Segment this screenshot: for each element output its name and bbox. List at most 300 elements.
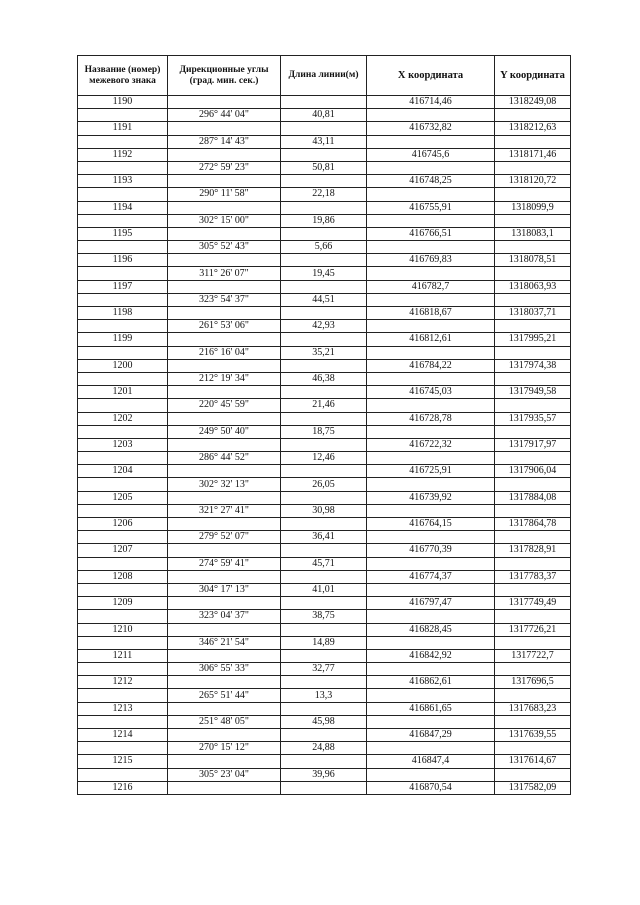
empty-cell [78, 188, 168, 201]
line-length-cell: 22,18 [281, 188, 367, 201]
empty-cell [78, 478, 168, 491]
empty-cell [367, 768, 495, 781]
empty-cell [281, 280, 367, 293]
direction-angle-cell: 216° 16' 04" [168, 346, 281, 359]
point-row [78, 333, 571, 346]
empty-cell [281, 96, 367, 109]
x-coordinate-cell: 416755,91 [367, 201, 495, 214]
segment-row [78, 372, 571, 385]
empty-cell [495, 610, 571, 623]
line-length-cell: 5,66 [281, 241, 367, 254]
x-coordinate-cell: 416739,92 [367, 491, 495, 504]
line-length-cell: 38,75 [281, 610, 367, 623]
empty-cell [281, 386, 367, 399]
y-coordinate-cell: 1317917,97 [495, 438, 571, 451]
empty-cell [495, 715, 571, 728]
y-coordinate-cell: 1317582,09 [495, 781, 571, 794]
empty-cell [281, 649, 367, 662]
empty-cell [78, 135, 168, 148]
empty-cell [367, 346, 495, 359]
point-name-cell: 1199 [78, 333, 168, 346]
segment-row [78, 742, 571, 755]
line-length-cell: 50,81 [281, 161, 367, 174]
empty-cell [281, 544, 367, 557]
point-row [78, 254, 571, 267]
point-row [78, 96, 571, 109]
point-name-cell: 1203 [78, 438, 168, 451]
line-length-cell: 40,81 [281, 109, 367, 122]
segment-row [78, 689, 571, 702]
x-coordinate-cell: 416728,78 [367, 412, 495, 425]
line-length-cell: 35,21 [281, 346, 367, 359]
point-name-cell: 1213 [78, 702, 168, 715]
y-coordinate-cell: 1317614,67 [495, 755, 571, 768]
empty-cell [168, 702, 281, 715]
y-coordinate-cell: 1317864,78 [495, 518, 571, 531]
y-coordinate-cell: 1317749,49 [495, 597, 571, 610]
y-coordinate-cell: 1317783,37 [495, 570, 571, 583]
direction-angle-cell: 305° 52' 43" [168, 241, 281, 254]
empty-cell [367, 742, 495, 755]
point-row [78, 729, 571, 742]
segment-row [78, 214, 571, 227]
point-row [78, 465, 571, 478]
point-name-cell: 1208 [78, 570, 168, 583]
header-y: Y координата [495, 56, 571, 96]
line-length-cell: 19,45 [281, 267, 367, 280]
empty-cell [168, 597, 281, 610]
empty-cell [168, 676, 281, 689]
empty-cell [281, 175, 367, 188]
y-coordinate-cell: 1317974,38 [495, 359, 571, 372]
empty-cell [281, 755, 367, 768]
line-length-cell: 13,3 [281, 689, 367, 702]
point-row [78, 781, 571, 794]
empty-cell [78, 161, 168, 174]
point-name-cell: 1207 [78, 544, 168, 557]
empty-cell [367, 610, 495, 623]
y-coordinate-cell: 1318078,51 [495, 254, 571, 267]
segment-row [78, 452, 571, 465]
empty-cell [495, 267, 571, 280]
direction-angle-cell: 323° 54' 37" [168, 293, 281, 306]
empty-cell [495, 135, 571, 148]
empty-cell [495, 583, 571, 596]
empty-cell [78, 109, 168, 122]
y-coordinate-cell: 1318120,72 [495, 175, 571, 188]
empty-cell [367, 663, 495, 676]
point-row [78, 201, 571, 214]
line-length-cell: 12,46 [281, 452, 367, 465]
point-name-cell: 1205 [78, 491, 168, 504]
line-length-cell: 43,11 [281, 135, 367, 148]
empty-cell [495, 452, 571, 465]
empty-cell [495, 425, 571, 438]
y-coordinate-cell: 1318212,63 [495, 122, 571, 135]
empty-cell [495, 241, 571, 254]
x-coordinate-cell: 416870,54 [367, 781, 495, 794]
empty-cell [168, 729, 281, 742]
point-row [78, 438, 571, 451]
empty-cell [495, 214, 571, 227]
segment-row [78, 320, 571, 333]
point-name-cell: 1190 [78, 96, 168, 109]
point-name-cell: 1200 [78, 359, 168, 372]
line-length-cell: 45,71 [281, 557, 367, 570]
empty-cell [168, 623, 281, 636]
segment-row [78, 583, 571, 596]
direction-angle-cell: 346° 21' 54" [168, 636, 281, 649]
y-coordinate-cell: 1317722,7 [495, 649, 571, 662]
empty-cell [78, 293, 168, 306]
empty-cell [168, 438, 281, 451]
point-name-cell: 1202 [78, 412, 168, 425]
point-name-cell: 1194 [78, 201, 168, 214]
x-coordinate-cell: 416774,37 [367, 570, 495, 583]
empty-cell [168, 755, 281, 768]
point-row [78, 412, 571, 425]
line-length-cell: 46,38 [281, 372, 367, 385]
line-length-cell: 26,05 [281, 478, 367, 491]
segment-row [78, 135, 571, 148]
direction-angle-cell: 323° 04' 37" [168, 610, 281, 623]
line-length-cell: 14,89 [281, 636, 367, 649]
empty-cell [78, 636, 168, 649]
line-length-cell: 45,98 [281, 715, 367, 728]
empty-cell [495, 188, 571, 201]
empty-cell [495, 109, 571, 122]
y-coordinate-cell: 1317828,91 [495, 544, 571, 557]
segment-row [78, 768, 571, 781]
line-length-cell: 30,98 [281, 504, 367, 517]
point-name-cell: 1191 [78, 122, 168, 135]
x-coordinate-cell: 416782,7 [367, 280, 495, 293]
empty-cell [78, 504, 168, 517]
empty-cell [281, 438, 367, 451]
point-name-cell: 1197 [78, 280, 168, 293]
empty-cell [495, 557, 571, 570]
segment-row [78, 610, 571, 623]
empty-cell [281, 148, 367, 161]
direction-angle-cell: 270° 15' 12" [168, 742, 281, 755]
empty-cell [168, 96, 281, 109]
line-length-cell: 32,77 [281, 663, 367, 676]
y-coordinate-cell: 1317639,55 [495, 729, 571, 742]
direction-angle-cell: 261° 53' 06" [168, 320, 281, 333]
y-coordinate-cell: 1318249,08 [495, 96, 571, 109]
empty-cell [168, 649, 281, 662]
direction-angle-cell: 302° 32' 13" [168, 478, 281, 491]
empty-cell [168, 518, 281, 531]
empty-cell [495, 689, 571, 702]
segment-row [78, 241, 571, 254]
empty-cell [168, 359, 281, 372]
empty-cell [281, 201, 367, 214]
empty-cell [78, 346, 168, 359]
point-name-cell: 1193 [78, 175, 168, 188]
empty-cell [495, 531, 571, 544]
line-length-cell: 18,75 [281, 425, 367, 438]
header-length: Длина линии(м) [281, 56, 367, 96]
segment-row [78, 293, 571, 306]
point-name-cell: 1211 [78, 649, 168, 662]
y-coordinate-cell: 1317949,58 [495, 386, 571, 399]
line-length-cell: 19,86 [281, 214, 367, 227]
direction-angle-cell: 251° 48' 05" [168, 715, 281, 728]
point-row [78, 148, 571, 161]
y-coordinate-cell: 1318083,1 [495, 227, 571, 240]
direction-angle-cell: 290° 11' 58" [168, 188, 281, 201]
empty-cell [367, 372, 495, 385]
segment-row [78, 399, 571, 412]
empty-cell [281, 702, 367, 715]
empty-cell [367, 109, 495, 122]
point-row [78, 597, 571, 610]
point-name-cell: 1195 [78, 227, 168, 240]
empty-cell [168, 412, 281, 425]
direction-angle-cell: 220° 45' 59" [168, 399, 281, 412]
empty-cell [281, 491, 367, 504]
x-coordinate-cell: 416812,61 [367, 333, 495, 346]
empty-cell [281, 570, 367, 583]
point-name-cell: 1214 [78, 729, 168, 742]
empty-cell [168, 254, 281, 267]
x-coordinate-cell: 416828,45 [367, 623, 495, 636]
line-length-cell: 24,88 [281, 742, 367, 755]
segment-row [78, 478, 571, 491]
segment-row [78, 636, 571, 649]
empty-cell [281, 729, 367, 742]
point-name-cell: 1198 [78, 307, 168, 320]
point-row [78, 544, 571, 557]
header-row [78, 56, 571, 96]
direction-angle-cell: 212° 19' 34" [168, 372, 281, 385]
empty-cell [495, 742, 571, 755]
empty-cell [78, 689, 168, 702]
segment-row [78, 161, 571, 174]
line-length-cell: 36,41 [281, 531, 367, 544]
empty-cell [281, 359, 367, 372]
empty-cell [367, 399, 495, 412]
empty-cell [168, 386, 281, 399]
empty-cell [78, 742, 168, 755]
y-coordinate-cell: 1317935,57 [495, 412, 571, 425]
empty-cell [78, 399, 168, 412]
point-name-cell: 1206 [78, 518, 168, 531]
x-coordinate-cell: 416714,46 [367, 96, 495, 109]
empty-cell [495, 663, 571, 676]
point-row [78, 570, 571, 583]
x-coordinate-cell: 416847,29 [367, 729, 495, 742]
empty-cell [495, 293, 571, 306]
x-coordinate-cell: 416745,03 [367, 386, 495, 399]
y-coordinate-cell: 1318171,46 [495, 148, 571, 161]
empty-cell [168, 333, 281, 346]
x-coordinate-cell: 416764,15 [367, 518, 495, 531]
point-row [78, 676, 571, 689]
point-name-cell: 1192 [78, 148, 168, 161]
x-coordinate-cell: 416725,91 [367, 465, 495, 478]
empty-cell [168, 201, 281, 214]
x-coordinate-cell: 416861,65 [367, 702, 495, 715]
empty-cell [78, 768, 168, 781]
x-coordinate-cell: 416797,47 [367, 597, 495, 610]
x-coordinate-cell: 416784,22 [367, 359, 495, 372]
empty-cell [78, 610, 168, 623]
x-coordinate-cell: 416847,4 [367, 755, 495, 768]
empty-cell [495, 320, 571, 333]
empty-cell [281, 676, 367, 689]
empty-cell [495, 372, 571, 385]
direction-angle-cell: 302° 15' 00" [168, 214, 281, 227]
empty-cell [168, 175, 281, 188]
empty-cell [168, 280, 281, 293]
empty-cell [367, 241, 495, 254]
empty-cell [78, 320, 168, 333]
direction-angle-cell: 249° 50' 40" [168, 425, 281, 438]
segment-row [78, 425, 571, 438]
header-name: Название (номер) межевого знака [78, 56, 168, 96]
empty-cell [367, 135, 495, 148]
empty-cell [281, 254, 367, 267]
empty-cell [168, 307, 281, 320]
y-coordinate-cell: 1317726,21 [495, 623, 571, 636]
header-x: X координата [367, 56, 495, 96]
x-coordinate-cell: 416770,39 [367, 544, 495, 557]
point-name-cell: 1215 [78, 755, 168, 768]
point-row [78, 122, 571, 135]
empty-cell [367, 267, 495, 280]
point-name-cell: 1212 [78, 676, 168, 689]
empty-cell [281, 518, 367, 531]
point-row [78, 649, 571, 662]
point-name-cell: 1204 [78, 465, 168, 478]
empty-cell [495, 161, 571, 174]
direction-angle-cell: 274° 59' 41" [168, 557, 281, 570]
point-name-cell: 1210 [78, 623, 168, 636]
header-angle: Дирекционные углы (град. мин. сек.) [168, 56, 281, 96]
segment-row [78, 715, 571, 728]
empty-cell [281, 412, 367, 425]
point-row [78, 175, 571, 188]
x-coordinate-cell: 416745,6 [367, 148, 495, 161]
empty-cell [281, 781, 367, 794]
empty-cell [367, 636, 495, 649]
y-coordinate-cell: 1317683,23 [495, 702, 571, 715]
segment-row [78, 109, 571, 122]
x-coordinate-cell: 416818,67 [367, 307, 495, 320]
empty-cell [168, 148, 281, 161]
point-name-cell: 1216 [78, 781, 168, 794]
segment-row [78, 188, 571, 201]
x-coordinate-cell: 416748,25 [367, 175, 495, 188]
empty-cell [78, 267, 168, 280]
empty-cell [495, 636, 571, 649]
line-length-cell: 44,51 [281, 293, 367, 306]
segment-row [78, 267, 571, 280]
empty-cell [168, 491, 281, 504]
empty-cell [78, 557, 168, 570]
point-row [78, 755, 571, 768]
empty-cell [367, 478, 495, 491]
empty-cell [367, 531, 495, 544]
x-coordinate-cell: 416732,82 [367, 122, 495, 135]
empty-cell [78, 663, 168, 676]
point-row [78, 623, 571, 636]
y-coordinate-cell: 1318063,93 [495, 280, 571, 293]
direction-angle-cell: 305° 23' 04" [168, 768, 281, 781]
empty-cell [367, 689, 495, 702]
x-coordinate-cell: 416842,92 [367, 649, 495, 662]
empty-cell [367, 715, 495, 728]
y-coordinate-cell: 1318099,9 [495, 201, 571, 214]
point-row [78, 359, 571, 372]
boundary-coordinates-table [77, 55, 571, 795]
empty-cell [281, 122, 367, 135]
empty-cell [367, 320, 495, 333]
point-row [78, 491, 571, 504]
direction-angle-cell: 286° 44' 52" [168, 452, 281, 465]
empty-cell [367, 425, 495, 438]
empty-cell [168, 781, 281, 794]
empty-cell [78, 715, 168, 728]
empty-cell [78, 214, 168, 227]
empty-cell [367, 583, 495, 596]
direction-angle-cell: 287° 14' 43" [168, 135, 281, 148]
line-length-cell: 21,46 [281, 399, 367, 412]
empty-cell [78, 425, 168, 438]
direction-angle-cell: 279° 52' 07" [168, 531, 281, 544]
y-coordinate-cell: 1318037,71 [495, 307, 571, 320]
segment-row [78, 504, 571, 517]
line-length-cell: 42,93 [281, 320, 367, 333]
empty-cell [495, 504, 571, 517]
empty-cell [281, 597, 367, 610]
point-row [78, 386, 571, 399]
y-coordinate-cell: 1317995,21 [495, 333, 571, 346]
empty-cell [495, 399, 571, 412]
empty-cell [367, 188, 495, 201]
y-coordinate-cell: 1317906,04 [495, 465, 571, 478]
empty-cell [367, 504, 495, 517]
empty-cell [495, 478, 571, 491]
point-name-cell: 1196 [78, 254, 168, 267]
empty-cell [367, 161, 495, 174]
empty-cell [78, 583, 168, 596]
empty-cell [281, 333, 367, 346]
segment-row [78, 531, 571, 544]
point-name-cell: 1209 [78, 597, 168, 610]
empty-cell [367, 452, 495, 465]
point-row [78, 702, 571, 715]
empty-cell [78, 452, 168, 465]
point-row [78, 227, 571, 240]
segment-row [78, 663, 571, 676]
direction-angle-cell: 311° 26' 07" [168, 267, 281, 280]
x-coordinate-cell: 416862,61 [367, 676, 495, 689]
segment-row [78, 557, 571, 570]
point-row [78, 518, 571, 531]
direction-angle-cell: 296° 44' 04" [168, 109, 281, 122]
point-row [78, 307, 571, 320]
direction-angle-cell: 272° 59' 23" [168, 161, 281, 174]
y-coordinate-cell: 1317696,5 [495, 676, 571, 689]
line-length-cell: 41,01 [281, 583, 367, 596]
direction-angle-cell: 321° 27' 41" [168, 504, 281, 517]
empty-cell [495, 768, 571, 781]
empty-cell [78, 372, 168, 385]
empty-cell [367, 557, 495, 570]
